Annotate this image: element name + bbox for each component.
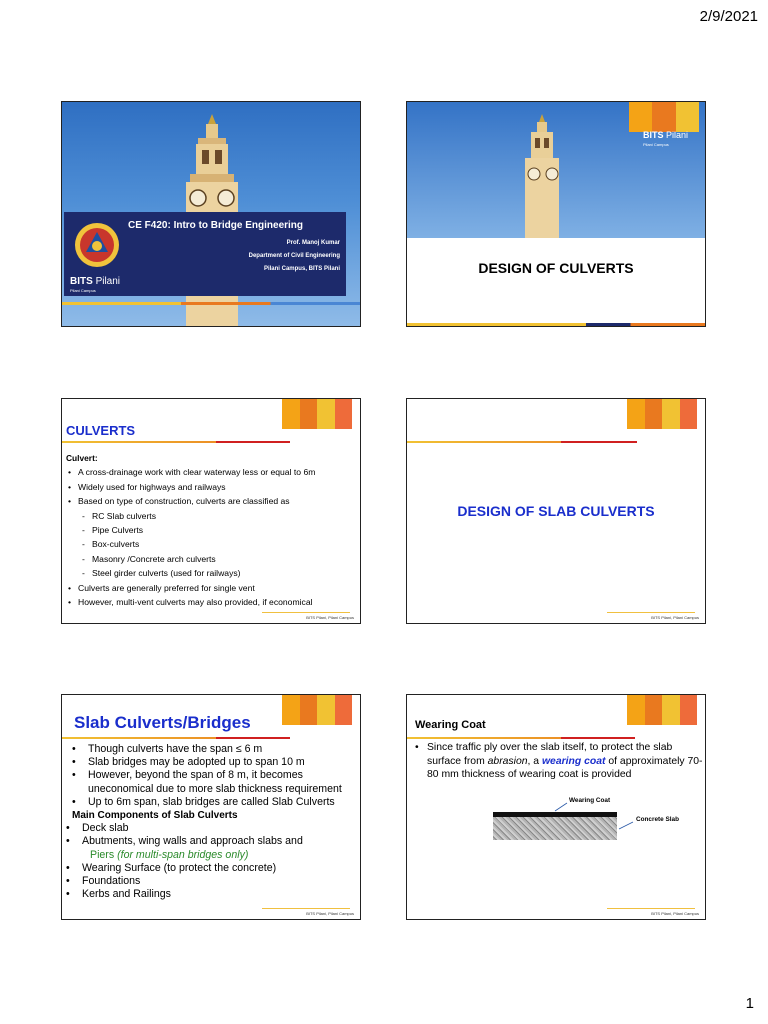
list-item: - Pipe Culverts <box>66 523 358 537</box>
list-item: • However, beyond the span of 8 m, it becomes uneconomical due to more slab thickness requirement <box>70 769 360 795</box>
brand-tiles <box>627 399 697 429</box>
components-heading: Main Components of Slab Culverts <box>72 810 238 822</box>
list-item: • Kerbs and Railings <box>64 888 360 901</box>
label-concrete-slab: Concrete Slab <box>636 816 679 823</box>
slide-1-title <box>61 101 361 327</box>
list-item: • Widely used for highways and railways <box>66 480 358 494</box>
footer-rule <box>262 612 350 613</box>
list-item: • Deck slab <box>64 822 360 835</box>
list-item: • Culverts are generally preferred for single vent <box>66 581 358 595</box>
culvert-heading: Culvert: <box>66 453 98 463</box>
list-item: - RC Slab culverts <box>66 509 358 523</box>
bits-brand-campus: Pilani Campus <box>643 142 669 147</box>
color-stripe <box>407 323 705 326</box>
bits-brand-campus: Pilani Campus <box>70 288 96 293</box>
footer-rule <box>607 612 695 613</box>
slide-2-design-of-culverts <box>406 101 706 327</box>
list-item: - Steel girder culverts (used for railways) <box>66 566 358 580</box>
culvert-list-after <box>66 581 358 610</box>
title-underline-accent <box>216 737 290 739</box>
footer-brand: BITS Pilani, Pilani Campus <box>651 615 699 620</box>
list-item: • Foundations <box>64 875 360 888</box>
clock-tower-image <box>507 114 577 238</box>
list-item: • However, multi-vent culverts may also provided, if economical <box>66 595 358 609</box>
list-item: • A cross-drainage work with clear waterway less or equal to 6m <box>66 465 358 479</box>
title-box <box>64 212 346 296</box>
course-title: CE F420: Intro to Bridge Engineering <box>128 220 304 231</box>
list-item: • Abutments, wing walls and approach slabs and <box>64 835 360 848</box>
list-item: • Wearing Surface (to protect the concrete) <box>64 862 360 875</box>
footer-rule <box>262 908 350 909</box>
brand-tiles <box>282 399 352 429</box>
content <box>66 451 358 609</box>
campus-line: Pilani Campus, BITS Pilani <box>263 266 340 272</box>
list-item: • Up to 6m span, slab bridges are called Slab Culverts <box>70 796 360 809</box>
bits-logo-emblem <box>74 222 120 268</box>
components-list <box>64 822 360 848</box>
color-stripe <box>62 302 360 305</box>
list-item: - Masonry /Concrete arch culverts <box>66 552 358 566</box>
footer-rule <box>607 908 695 909</box>
bits-brand: BITS Pilani <box>70 276 121 287</box>
footer-brand: BITS Pilani, Pilani Campus <box>306 615 354 620</box>
label-leader-lines <box>407 695 706 920</box>
professor-name: Prof. Manoj Kumar <box>286 240 340 246</box>
content <box>64 743 360 901</box>
slide-3-culverts <box>61 398 361 624</box>
list-item: • Though culverts have the span ≤ 6 m <box>70 743 360 756</box>
slab-facts-list <box>64 743 360 809</box>
slide-6-wearing-coat <box>406 694 706 920</box>
department: Department of Civil Engineering <box>248 253 340 259</box>
list-item: - Box-culverts <box>66 537 358 551</box>
title-underline-accent <box>216 441 290 443</box>
footer-brand: BITS Pilani, Pilani Campus <box>651 911 699 916</box>
culvert-list <box>66 465 358 508</box>
slide-title: DESIGN OF CULVERTS <box>478 260 634 276</box>
title-underline-accent <box>561 441 637 443</box>
piers-line: Piers (for multi-span bridges only) <box>90 848 249 861</box>
page-number: 1 <box>745 995 754 1012</box>
brand-tiles <box>629 102 699 132</box>
slide-title: CULVERTS <box>66 423 136 438</box>
slide-4-design-of-slab-culverts <box>406 398 706 624</box>
slide-title: Wearing Coat <box>415 719 486 731</box>
label-wearing-coat: Wearing Coat <box>569 797 611 804</box>
list-item: • Based on type of construction, culverts are classified as <box>66 494 358 508</box>
slide-5-slab-culverts-bridges <box>61 694 361 920</box>
slide-title: DESIGN OF SLAB CULVERTS <box>457 503 655 519</box>
list-item: • Slab bridges may be adopted up to span 10 m <box>70 756 360 769</box>
components-list-after <box>64 862 360 902</box>
footer-brand: BITS Pilani, Pilani Campus <box>306 911 354 916</box>
bits-brand: BITS Pilani <box>643 130 689 140</box>
brand-tiles <box>282 695 352 725</box>
slide-title: Slab Culverts/Bridges <box>74 713 251 732</box>
page-date: 2/9/2021 <box>699 8 758 25</box>
culvert-types-list <box>66 509 358 581</box>
wearing-coat-text: • Since traffic ply over the slab itself, to protect the slab surface from abrasion, a wearing coat of approximately 70-80 mm thickness of wearing coat is provided <box>415 742 703 781</box>
